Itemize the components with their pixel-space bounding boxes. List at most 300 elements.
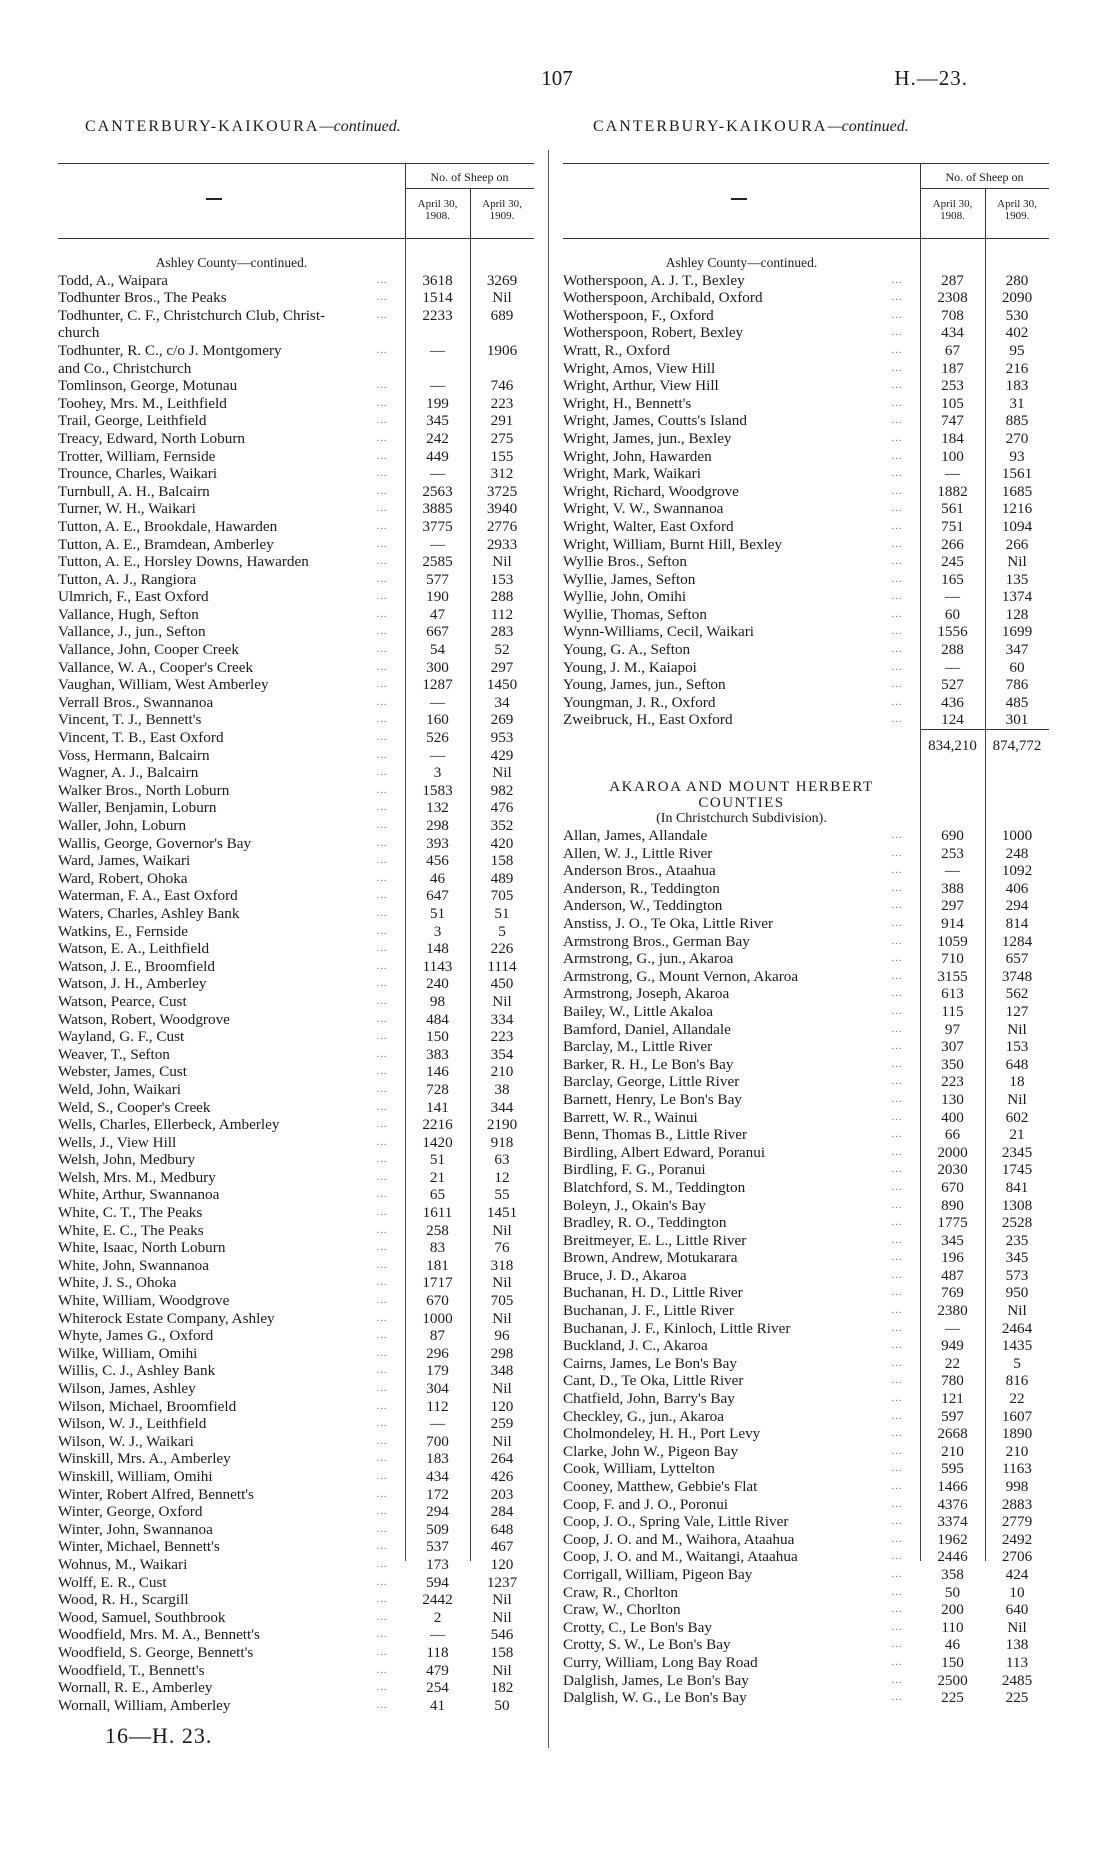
leader-dots: … (891, 1022, 902, 1035)
leader-dots: … (376, 502, 387, 515)
row-name: Treacy, Edward, North Loburn (58, 429, 245, 447)
table-row (58, 1063, 534, 1081)
row-name: Bruce, J. D., Akaroa (563, 1266, 687, 1284)
value-1909: 2190 (486, 1116, 518, 1134)
leader-dots: … (376, 1047, 387, 1060)
table-row (58, 430, 534, 448)
value-1909: 354 (490, 1045, 514, 1063)
value-1909: 2883 (1001, 1495, 1033, 1513)
value-1909: Nil (492, 1591, 512, 1609)
value-1908: 595 (941, 1460, 964, 1478)
table-row (58, 1380, 534, 1398)
table-row (563, 1636, 1049, 1654)
table-row (563, 1390, 1049, 1408)
value-1909: 96 (494, 1327, 510, 1345)
row-name: Vallance, Hugh, Sefton (58, 605, 199, 623)
leader-dots: … (376, 1698, 387, 1711)
value-1909: 264 (490, 1450, 514, 1468)
leader-dots: … (376, 1346, 387, 1359)
table-row (563, 377, 1049, 395)
value-1908: 700 (426, 1432, 449, 1450)
right-title-suffix: —continued. (827, 118, 909, 135)
value-1908: 509 (426, 1520, 449, 1538)
leader-dots: … (891, 829, 902, 842)
table-row (58, 1186, 534, 1204)
table-row (58, 360, 534, 378)
col-1908-header (405, 198, 470, 222)
table-row (563, 1197, 1049, 1215)
value-1908: 3155 (937, 967, 968, 985)
header-dash (731, 198, 747, 200)
table-row (58, 659, 534, 677)
value-1908: 266 (941, 535, 964, 553)
value-1909: Nil (492, 1309, 512, 1327)
table-row (58, 342, 534, 360)
value-1908: 3 (433, 764, 442, 782)
value-1908: 300 (426, 658, 449, 676)
value-1908: 65 (429, 1186, 446, 1204)
leader-dots: … (891, 273, 902, 286)
row-name: Buchanan, J. F., Little River (563, 1302, 734, 1320)
leader-dots: … (376, 1382, 387, 1394)
table-row (563, 1109, 1049, 1127)
leader-dots: … (376, 1505, 387, 1518)
table-row (58, 1222, 534, 1240)
table-row (58, 1626, 534, 1644)
sheep-group-header: No. of Sheep on (945, 170, 1024, 184)
value-1908: 3775 (422, 517, 453, 535)
row-name: Winskill, William, Omihi (58, 1467, 213, 1485)
value-1909: 2779 (1001, 1513, 1033, 1531)
leader-dots: … (891, 1567, 902, 1580)
leader-dots: … (376, 308, 387, 321)
table-row (563, 827, 1049, 845)
value-1909: 573 (1005, 1266, 1029, 1284)
value-1909: 210 (490, 1063, 514, 1081)
row-name: Curry, William, Long Bay Road (563, 1653, 758, 1671)
value-1909: 786 (1005, 676, 1029, 694)
table-row (58, 1398, 534, 1416)
leader-dots: … (376, 396, 387, 409)
table-row (58, 958, 534, 976)
value-1909: Nil (1007, 553, 1027, 571)
leader-dots: … (891, 1409, 902, 1422)
value-1909: 95 (1009, 341, 1025, 359)
value-1908: 345 (426, 412, 449, 430)
value-1909: 420 (490, 834, 514, 852)
leader-dots: … (376, 994, 387, 1007)
value-1908: 124 (941, 711, 964, 729)
row-name: Wyllie, James, Sefton (563, 570, 696, 588)
value-1908: 751 (941, 517, 964, 535)
value-1909: 530 (1005, 306, 1029, 324)
total-row (563, 729, 1049, 763)
leader-dots: … (376, 1487, 387, 1500)
value-1908: 434 (941, 324, 964, 342)
row-name: Watson, Pearce, Cust (58, 992, 187, 1010)
row-name: White, C. T., The Peaks (58, 1204, 203, 1222)
row-name: Vallance, W. A., Cooper's Creek (58, 658, 254, 676)
value-1909: 1450 (486, 676, 518, 694)
value-1909: Nil (492, 289, 512, 307)
col-1908-l1: April 30, (417, 198, 458, 210)
table-row (563, 915, 1049, 933)
value-1908: 350 (941, 1055, 964, 1073)
row-name: Brown, Andrew, Motukarara (563, 1249, 738, 1267)
value-1908: 254 (426, 1679, 449, 1697)
value-1908: 146 (426, 1063, 449, 1081)
col-1908-l1: April 30, (932, 198, 973, 210)
row-name: Waterman, F. A., East Oxford (58, 887, 238, 905)
value-1909: 5 (1013, 1354, 1021, 1372)
value-1909: 426 (490, 1467, 514, 1485)
table-row (563, 1496, 1049, 1514)
table-row (563, 1601, 1049, 1619)
value-1908: 121 (941, 1390, 964, 1408)
row-name: Wright, Walter, East Oxford (563, 517, 734, 535)
value-1909: 3725 (486, 482, 518, 500)
value-1908: 21 (429, 1168, 446, 1186)
section-ashley-continued: Ashley County—continued. (155, 255, 308, 270)
table-row (58, 641, 534, 659)
leader-dots: … (891, 431, 902, 444)
value-1908: 1514 (422, 289, 453, 307)
leader-dots: … (376, 1575, 387, 1588)
leader-dots: … (891, 1268, 902, 1281)
value-1909: 352 (490, 817, 514, 834)
table-row (58, 1415, 534, 1433)
leader-dots: … (891, 1339, 902, 1352)
table-row (563, 553, 1049, 571)
leader-dots: … (376, 660, 387, 673)
leader-dots: … (891, 1163, 902, 1176)
table-row (58, 1116, 534, 1134)
row-name: Crotty, C., Le Bon's Bay (563, 1618, 712, 1636)
row-name: Whiterock Estate Company, Ashley (58, 1309, 275, 1327)
table-row (58, 782, 534, 800)
leader-dots: … (891, 660, 902, 673)
value-1908: 47 (429, 605, 446, 623)
leader-dots: … (891, 1216, 902, 1229)
row-name: Wratt, R., Oxford (563, 341, 670, 359)
table-row (58, 1697, 534, 1715)
leader-dots: … (376, 1364, 387, 1377)
row-name: Winter, Michael, Bennett's (58, 1538, 220, 1556)
value-1909: 476 (490, 799, 514, 817)
table-row (58, 852, 534, 870)
leader-dots: … (376, 291, 387, 304)
table-row (563, 342, 1049, 360)
row-name: Wright, Mark, Waikari (563, 465, 701, 483)
table-row (563, 1513, 1049, 1531)
row-name: Coop, J. O. and M., Waihora, Ataahua (563, 1530, 795, 1548)
value-1908: 223 (941, 1073, 964, 1091)
row-name: Weaver, T., Sefton (58, 1045, 170, 1063)
leader-dots: … (891, 1638, 902, 1651)
value-1908: 613 (941, 985, 964, 1003)
value-1908: 2308 (937, 289, 968, 307)
leader-dots: … (891, 484, 902, 497)
value-1908: 294 (426, 1503, 449, 1521)
value-1908: 949 (941, 1337, 964, 1355)
col-1909-l2: 1909. (1004, 210, 1030, 222)
value-1908: 597 (941, 1407, 964, 1425)
leader-dots: … (891, 1057, 902, 1070)
table-row (58, 676, 534, 694)
col-1908-header (920, 198, 985, 222)
leader-dots: … (891, 1092, 902, 1105)
value-1909: 982 (490, 781, 514, 799)
leader-dots: … (376, 1399, 387, 1412)
value-1908: 50 (944, 1583, 961, 1601)
col-1909-header (985, 198, 1049, 222)
value-1908: 2442 (422, 1591, 453, 1609)
leader-dots: … (376, 1065, 387, 1078)
table-row (563, 518, 1049, 536)
value-1908: 1882 (937, 482, 968, 500)
value-1908: 383 (426, 1045, 449, 1063)
left-column-title (85, 118, 401, 136)
leader-dots: … (891, 1444, 902, 1457)
value-1908: 41 (429, 1696, 446, 1714)
value-1909: 429 (490, 746, 514, 764)
table-row (563, 1214, 1049, 1232)
left-table-header (58, 163, 534, 239)
section-title: AKAROA AND MOUNT HERBERT (609, 779, 874, 796)
value-1908: 130 (941, 1090, 964, 1108)
value-1908: 307 (941, 1038, 964, 1056)
table-row (58, 1609, 534, 1627)
value-1908: 358 (941, 1565, 964, 1583)
value-1908: 200 (941, 1601, 964, 1619)
value-1909: 489 (490, 869, 514, 887)
col-1909-l1: April 30, (997, 198, 1037, 210)
table-row (563, 1091, 1049, 1109)
value-1909: 953 (490, 729, 514, 747)
header-dash (206, 198, 222, 200)
value-1908: — (944, 658, 961, 676)
value-1908: 2500 (937, 1671, 968, 1689)
row-name: Vincent, T. J., Bennett's (58, 711, 202, 729)
table-row (58, 1486, 534, 1504)
value-1908: 436 (941, 693, 964, 711)
value-1908: 160 (426, 711, 449, 729)
table-row (58, 377, 534, 395)
table-row (563, 430, 1049, 448)
value-1909: 1114 (487, 957, 517, 975)
value-1909: 347 (1005, 641, 1029, 659)
table-row (563, 1355, 1049, 1373)
row-name: Wayland, G. F., Cust (58, 1028, 185, 1046)
row-name: Wood, R. H., Scargill (58, 1591, 189, 1609)
row-name: Benn, Thomas B., Little River (563, 1126, 748, 1144)
table-row (563, 1179, 1049, 1197)
leader-dots: … (376, 1628, 387, 1641)
right-column-title (593, 118, 909, 136)
value-1909: 841 (1005, 1178, 1029, 1196)
leader-dots: … (376, 1223, 387, 1236)
table-row (58, 1099, 534, 1117)
value-1908: 1466 (937, 1478, 968, 1495)
leader-dots: … (891, 713, 902, 726)
value-1908: 484 (426, 1010, 449, 1028)
row-name: Wright, Amos, View Hill (563, 359, 716, 377)
value-1908: 253 (941, 844, 964, 862)
table-row (58, 1362, 534, 1380)
left-title-text: CANTERBURY-KAIKOURA (85, 118, 320, 135)
table-row (563, 571, 1049, 589)
row-name: Woodfield, T., Bennett's (58, 1661, 205, 1679)
leader-dots: … (376, 1311, 387, 1324)
row-name: Boleyn, J., Okain's Bay (563, 1196, 706, 1214)
row-name: Wotherspoon, Archibald, Oxford (563, 289, 763, 307)
leader-dots: … (376, 1681, 387, 1694)
table-row (58, 518, 534, 536)
table-row (563, 1460, 1049, 1478)
leader-dots: … (891, 1040, 902, 1053)
value-1908: 190 (426, 588, 449, 606)
leader-dots: … (891, 1198, 902, 1211)
value-1908: 100 (941, 447, 964, 465)
row-name: Wynn-Williams, Cecil, Waikari (563, 623, 754, 641)
leader-dots: … (891, 1691, 902, 1704)
row-name: White, J. S., Ohoka (58, 1274, 177, 1292)
table-row (58, 1028, 534, 1046)
leader-dots: … (376, 643, 387, 656)
value-1909: 648 (1005, 1055, 1029, 1073)
value-1909: 182 (490, 1679, 514, 1697)
table-row (563, 412, 1049, 430)
table-row (58, 940, 534, 958)
row-name: Wotherspoon, A. J. T., Bexley (563, 271, 745, 289)
leader-dots: … (376, 1153, 387, 1166)
row-name: Wallis, George, Governor's Bay (58, 834, 252, 852)
table-row (563, 1531, 1049, 1549)
value-1909: 155 (490, 447, 514, 465)
table-row (58, 1169, 534, 1187)
row-name: Tutton, A. E., Brookdale, Hawarden (58, 517, 278, 535)
leader-dots: … (376, 519, 387, 532)
row-name: Watson, J. E., Broomfield (58, 957, 215, 975)
row-name: Barclay, M., Little River (563, 1038, 713, 1056)
table-row (58, 500, 534, 518)
row-name: Wells, Charles, Ellerbeck, Amberley (58, 1116, 280, 1134)
leader-dots: … (891, 917, 902, 929)
row-name: Bailey, W., Little Akaloa (563, 1002, 714, 1020)
value-1908: 172 (426, 1485, 449, 1503)
value-1908: 245 (941, 553, 964, 571)
value-1908: 434 (426, 1467, 449, 1485)
value-1909: 746 (490, 377, 514, 395)
leader-dots: … (376, 854, 387, 867)
value-1909: Nil (492, 992, 512, 1010)
row-name: Walker Bros., North Loburn (58, 781, 230, 799)
leader-dots: … (376, 1241, 387, 1254)
leader-dots: … (376, 572, 387, 585)
page-reference: H.—23. (894, 66, 968, 90)
value-1908: 173 (426, 1555, 449, 1573)
value-1909: 135 (1005, 570, 1029, 588)
col-1909-header (470, 198, 534, 222)
value-1909: 950 (1005, 1284, 1029, 1302)
value-1908: 1775 (937, 1214, 968, 1232)
value-1909: 158 (490, 1643, 514, 1661)
value-1909: 183 (1005, 377, 1029, 395)
value-1909: 120 (490, 1555, 514, 1573)
table-row (563, 307, 1049, 325)
leader-dots: … (891, 1480, 902, 1492)
row-name: Ward, Robert, Ohoka (58, 869, 188, 887)
leader-dots: … (376, 1188, 387, 1201)
row-name: Allan, James, Allandale (563, 827, 708, 845)
value-1909: 485 (1005, 693, 1029, 711)
row-name: Cairns, James, Le Bon's Bay (563, 1354, 737, 1372)
table-row (58, 905, 534, 923)
leader-dots: … (376, 1469, 387, 1482)
row-name: Tutton, A. J., Rangiora (58, 570, 197, 588)
value-1909: 1308 (1001, 1196, 1033, 1214)
leader-dots: … (891, 502, 902, 515)
value-1909: 298 (490, 1344, 514, 1362)
table-row (563, 1566, 1049, 1584)
table-row (58, 1345, 534, 1363)
value-1908: 297 (941, 897, 964, 915)
table-row (563, 360, 1049, 378)
table-row (58, 1662, 534, 1680)
leader-dots: … (891, 864, 902, 877)
leader-dots: … (891, 1550, 902, 1563)
value-1908: 184 (941, 429, 964, 447)
table-row (563, 500, 1049, 518)
leader-dots: … (376, 1258, 387, 1271)
section-akaroa-heading (563, 779, 920, 827)
row-name: Corrigall, William, Pigeon Bay (563, 1565, 753, 1583)
value-1908: — (429, 746, 446, 764)
leader-dots: … (376, 731, 387, 744)
value-1908: — (944, 465, 961, 483)
value-1908: 225 (941, 1689, 964, 1707)
value-1909: Nil (492, 764, 512, 782)
table-row (563, 1232, 1049, 1250)
value-1908: 51 (429, 904, 446, 922)
row-name: Woodfield, S. George, Bennett's (58, 1643, 254, 1661)
table-row (58, 395, 534, 413)
value-1908: — (429, 341, 446, 359)
table-row (58, 324, 534, 342)
row-name: Vaughan, William, West Amberley (58, 676, 269, 694)
value-1909: 1607 (1001, 1407, 1033, 1425)
value-1908: — (429, 1415, 446, 1433)
leader-dots: … (376, 924, 387, 937)
table-row (58, 764, 534, 782)
value-1909: 38 (494, 1080, 510, 1098)
table-row (563, 1003, 1049, 1021)
value-1908: 253 (941, 377, 964, 395)
value-1909: 280 (1005, 271, 1029, 289)
section-title-line2: COUNTIES (698, 795, 785, 812)
leader-dots: … (376, 713, 387, 726)
row-name: Bamford, Daniel, Allandale (563, 1020, 731, 1038)
row-name: Trail, George, Leithfield (58, 412, 207, 430)
table-row (563, 536, 1049, 554)
value-1908: — (429, 693, 446, 711)
leader-dots: … (376, 1540, 387, 1553)
value-1909: 1094 (1001, 517, 1033, 535)
value-1909: 55 (494, 1186, 510, 1204)
table-row (58, 1679, 534, 1697)
value-1908: 46 (429, 869, 446, 887)
row-name: Wright, H., Bennett's (563, 394, 692, 412)
